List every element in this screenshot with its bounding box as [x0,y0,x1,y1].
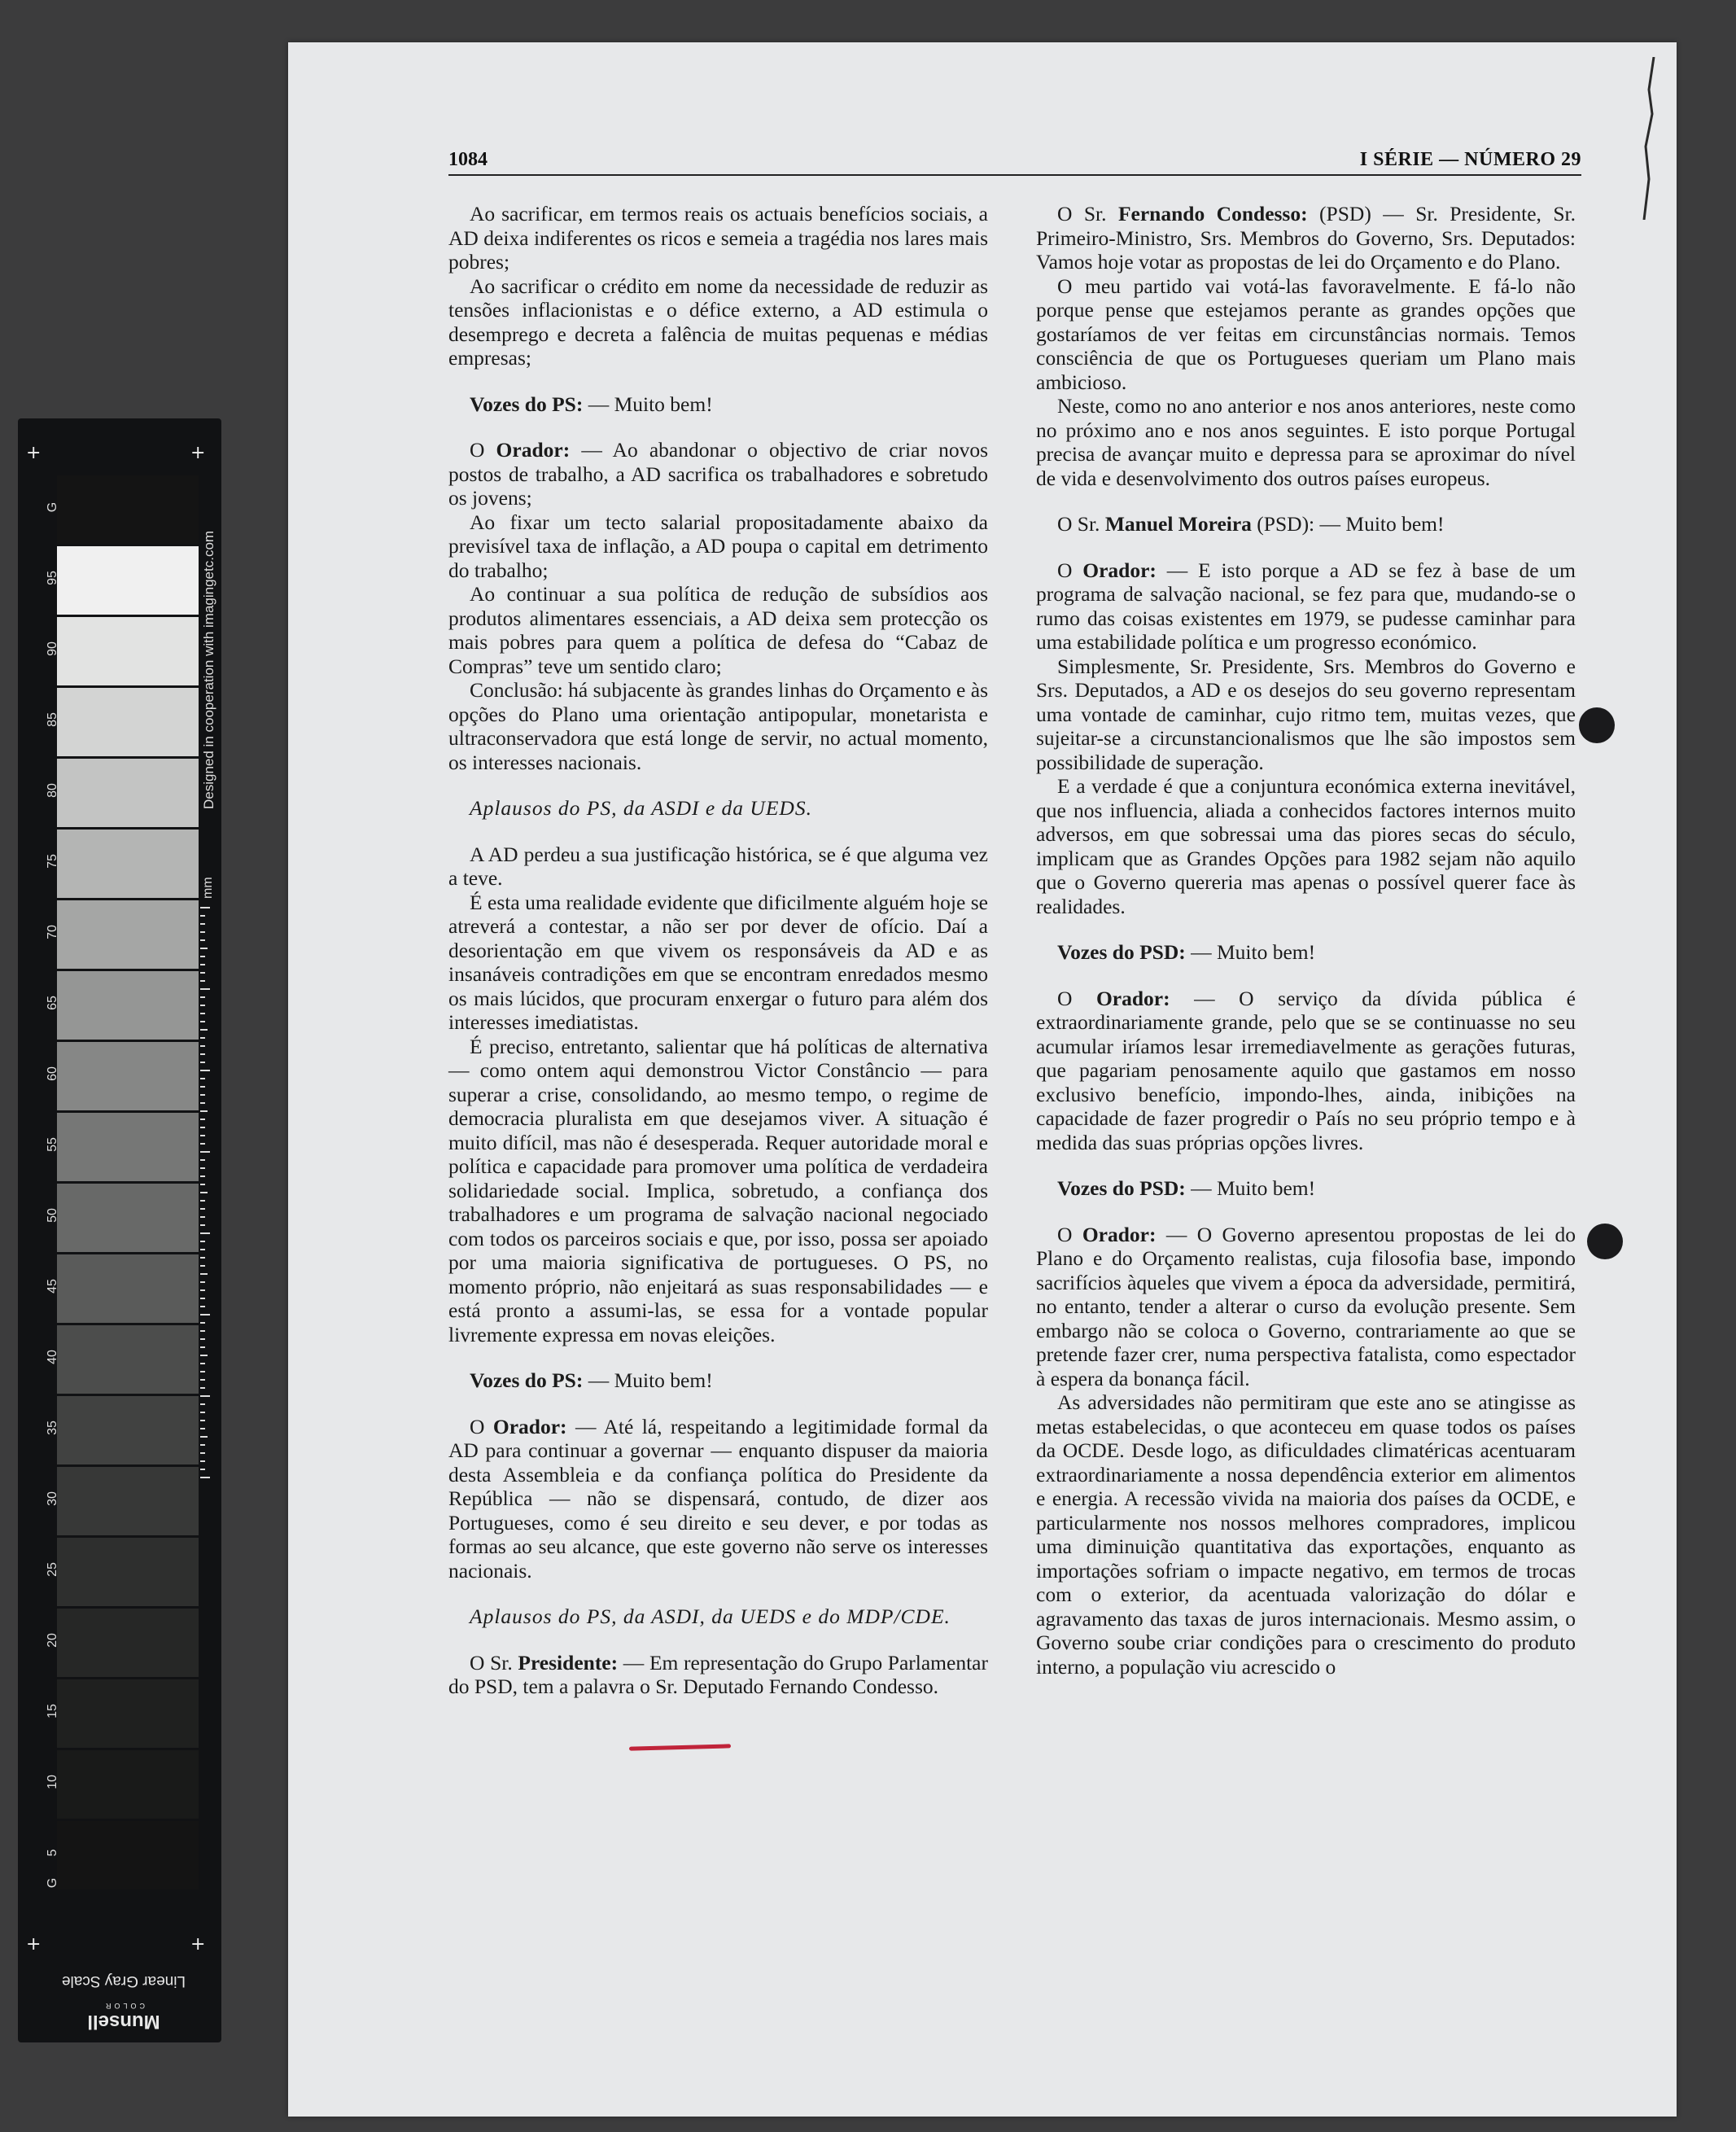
speaker-prefix: O [1057,558,1083,582]
speaker-paragraph [448,392,988,417]
ruler-tick [200,1412,205,1413]
ruler-tick [200,1469,205,1470]
gray-swatch [57,1325,199,1394]
ruler-tick [200,923,205,925]
scale-number: 85 [46,712,59,727]
scale-number: 45 [46,1279,59,1294]
ruler-tick [200,1200,205,1202]
body-paragraph: É preciso, entretanto, salientar que há políticas de alternativa — como ontem aqui demonstrou Victor Constâncio — para superar a crise, consolidando, ao mesmo tempo, o regime de democracia pluralista em que desejamos viver. A situação é muito difícil, mas não é desesperada. Requer autoridade moral e política e capacidade para promover uma política de verdadeira solidariedade social. Implica, sobretudo, a confiança dos trabalhadores e um programa de salvação nacional negociado com todos os parceiros sociais e que, por isso, possa ser apoiado por uma maioria significativa de portugueses. O PS, no momento próprio, não enjeitará as suas responsabilidades — e está pronto a assumi-las, se essa for a vontade popular livremente expressa em novas eleições. [448,1034,988,1346]
ruler-tick [200,964,205,965]
ruler-tick [200,1428,205,1429]
speech-text: — Muito bem! [1185,1176,1316,1200]
ruler-tick [200,1127,205,1128]
gray-scale-card [18,418,221,2042]
scale-number: 60 [46,1066,59,1081]
gray-swatch [57,1042,199,1110]
ruler-tick [200,1167,205,1169]
ruler-tick [200,988,210,990]
ruler-tick [200,1021,205,1022]
ruler-tick [200,948,208,949]
scale-number: 70 [46,925,59,939]
speech-text: — E isto porque a AD se fez à base de um programa de salvação nacional, se fez para que, mudando-se o rumo das coisas existentes em 1979, se pudesse caminhar para uma estabilidade política e um progresso económico. [1036,558,1576,654]
scale-number: 65 [46,996,59,1010]
speech-text: — Ao abandonar o objectivo de criar novos postos de trabalho, a AD sacrifica os trabalhadores e sobretudo os jovens; [448,438,988,510]
ruler-tick [200,1078,205,1079]
ruler-tick [200,1175,205,1177]
ruler-tick [200,1363,205,1364]
ruler-tick [200,1395,210,1397]
speaker-prefix: O [1057,986,1096,1010]
scale-number: 15 [46,1704,59,1718]
speaker-paragraph [1036,558,1576,654]
registration-plus-icon: + [26,1934,42,1955]
ruler-tick [200,1477,210,1478]
scale-number: 25 [46,1562,59,1577]
gray-swatch [57,1467,199,1535]
speaker-name: Vozes do PS: [470,1368,584,1392]
body-paragraph: As adversidades não permitiram que este ano se atingisse as metas estabelecidas, o que aconteceu em quase todos os países da OCDE. Desde logo, as dificuldades climatéricas acentuaram extraordinariamente a nossa dependência exterior em alimentos e energia. A recessão vivida na maioria dos países da OCDE, e particularmente nos nossos melhores compradores, implicou uma diminuição quantitativa das exportações, enquanto as importações sofriam o impacte negativo, em termos de trocas com o exterior, da acentuada valorização do dólar e agravamento das taxas de juros internacionais. Mesmo assim, o Governo soube criar condições para o crescimento do produto interno, a população viu acrescido o [1036,1390,1576,1679]
ruler-tick [200,1444,205,1446]
speaker-prefix: O [470,1414,493,1438]
ruler-tick [200,1029,208,1031]
ruler-tick [200,1387,205,1389]
ruler-tick [200,1005,205,1006]
speech-text: — O serviço da dívida pública é extraordinariamente grande, pelo que se se continuasse no seu acumular iríamos lesar irremediavelmente as gerações futuras, que pagariam penosamente aquilo que gastamos em nosso exclusivo benefício, impondo-lhes, ainda, inibições na capacidade de fazer progredir o País no seu próprio tempo e à medida das suas próprias opções livres. [1036,986,1576,1154]
scale-number: 80 [46,783,59,798]
gray-swatch [57,1113,199,1181]
brand-name: Munsell [87,2011,160,2033]
speaker-name: Vozes do PSD: [1057,1176,1186,1200]
registration-plus-icon: + [190,1934,206,1955]
speech-text: — Até lá, respeitando a legitimidade formal da AD para continuar a governar — enquanto dispuser da maioria desta Assembleia e da confiança política do Presidente da República — não se dispensará, contudo, de dizer aos Portugueses, como é seu direito e seu dever, e por todas as formas ao seu alcance, que este governo não serve os interesses nacionais. [448,1414,988,1583]
gray-swatch [57,1396,199,1464]
page-tear [1638,57,1662,220]
ruler-tick [200,1045,205,1047]
speaker-prefix: O Sr. [470,1650,518,1675]
registration-plus-icon: + [26,443,42,463]
ruler-tick [200,972,205,974]
speaker-paragraph [448,1368,988,1393]
gray-swatch [57,1254,199,1323]
speaker-paragraph [1036,1176,1576,1201]
speaker-paragraph [1036,202,1576,274]
ruler-tick [200,915,205,917]
speaker-prefix: O [470,438,496,462]
speech-text: (PSD): — Muito bem! [1251,512,1445,536]
ruler-tick [200,1346,205,1348]
scale-number: 10 [46,1775,59,1789]
gray-swatch [57,1679,199,1748]
speech-text: — Em representação do Grupo Parlamentar do PSD, tem a palavra o Sr. Deputado Fernando Condesso. [448,1650,988,1698]
speech-text: — O Governo apresentou propostas de lei do Plano e do Orçamento realistas, cuja filosofia base, impondo sacrifícios àqueles que vivem a época da adversidade, permitirá, no entanto, tender a alterar o curso da evolução presente. Sem embargo não se coloca o Governo, contrariamente ao que se pretende fazer crer, numa perspectiva fatalista, como espectador à espera da bonança fácil. [1036,1222,1576,1390]
speaker-paragraph [1036,1223,1576,1391]
ruler-tick [200,1436,208,1438]
card-credit: Designed in cooperation with imagingetc.com [201,530,216,809]
brand-sub: COLOR [103,2002,146,2010]
speech-text: — Muito bem! [583,392,713,416]
gray-swatch [57,830,199,898]
ruler-tick [200,1184,205,1185]
page-header [448,147,1581,176]
scale-number: 90 [46,641,59,656]
body-paragraph: Ao sacrificar o crédito em nome da necessidade de reduzir as tensões inflacionistas e o défice externo, a AD estimula o desemprego e decreta a falência de muitas pequenas e médias empresas; [448,274,988,370]
speaker-name: Orador: [496,438,571,462]
scale-number: 50 [46,1208,59,1223]
gray-swatch [57,688,199,756]
gray-swatch [57,759,199,827]
ruler-tick [200,1338,205,1340]
series-number: I SÉRIE — NÚMERO 29 [1359,149,1581,170]
body-paragraph: Ao sacrificar, em termos reais os actuais benefícios sociais, a AD deixa indiferentes os ricos e semeia a tragédia nos lares mais pobres; [448,202,988,274]
ruler-tick [200,1013,205,1014]
speaker-paragraph [1036,987,1576,1155]
ruler-tick [200,1289,205,1291]
ruler-tick [200,1257,205,1259]
body-paragraph: A AD perdeu a sua justificação histórica, se é que alguma vez a teve. [448,842,988,890]
speaker-name: Manuel Moreira [1104,512,1252,536]
ruler-tick [200,1403,205,1405]
ruler-tick [200,1159,205,1161]
body-paragraph: É esta uma realidade evidente que dificilmente alguém hoje se atreverá a contestar, a não ser por dever de ofício. Daí a desorientação em que vivem os responsáveis da AD e as insanáveis contradições em que se encontram enredados mesmo os mais lúcidos, que procuram enxergar o futuro para além dos interesses imediatistas. [448,890,988,1034]
ruler-tick [200,1037,205,1039]
mm-ruler [200,907,210,1485]
ruler-tick [200,1379,205,1381]
ruler-tick [200,1135,205,1136]
scale-number: 35 [46,1421,59,1435]
speaker-name: Vozes do PSD: [1057,940,1186,964]
right-column [1036,202,1576,1679]
ruler-tick [200,1298,205,1299]
ruler-tick [200,1371,205,1372]
gray-swatch [57,546,199,615]
ruler-tick [200,931,205,933]
scale-number: 75 [46,854,59,869]
ruler-tick [200,1306,205,1307]
ruler-unit: mm [201,877,215,899]
body-paragraph: Ao continuar a sua política de redução de subsídios aos produtos alimentares essenciais, a AD deixa sem protecção os mais pobres para quem a política de defesa do “Cabaz de Compras” teve um sentido claro; [448,582,988,678]
punch-hole-bottom [1587,1224,1623,1259]
scale-number: 40 [46,1350,59,1364]
ruler-tick [200,1314,210,1316]
speech-text: — Muito bem! [583,1368,713,1392]
speaker-name: Orador: [492,1414,567,1438]
munsell-logo [59,2002,189,2033]
speaker-name: Vozes do PS: [470,392,584,416]
gray-swatch [57,1184,199,1252]
ruler-tick [200,1086,205,1088]
applause-note: Aplausos do PS, da ASDI e da UEDS. [470,796,812,820]
speech-text: (PSD) — Sr. Presidente, Sr. Primeiro-Ministro, Srs. Membros do Governo, Srs. Deputados: Vamos hoje votar as propostas de lei do Orçamento e do Plano. [1036,202,1576,274]
ruler-tick [200,1062,205,1063]
body-paragraph: E a verdade é que a conjuntura económica externa inevitável, que nos influencia, aliada a conhecidos factores internos muito adversos, em que sobressai uma das piores secas do século, implicam que as Grandes Opções para 1982 sejam não aquilo que o Governo quereria mas apenas o possível querer face às realidades. [1036,774,1576,918]
ruler-tick [200,1102,205,1104]
speaker-prefix: O Sr. [1057,512,1105,536]
gray-swatch [57,1821,199,1889]
gray-swatch [57,1538,199,1606]
ruler-tick [200,1151,210,1153]
speaker-prefix: O Sr. [1057,202,1118,225]
ruler-tick [200,1224,205,1226]
speech-text: — Muito bem! [1185,940,1316,964]
body-paragraph: Ao fixar um tecto salarial propositadamente abaixo da previsível taxa de inflação, a AD poupa o capital em detrimento do trabalho; [448,510,988,582]
gray-swatch [57,1750,199,1819]
ruler-tick [200,956,205,957]
ruler-tick [200,1110,208,1112]
body-paragraph: O meu partido vai votá-las favoravelmente. E fá-lo não porque pense que estejamos perante as grandes opções que gostaríamos de ver feitas em circunstâncias normais. Temos consciência de que os Portugueses queriam um Plano mais ambicioso. [1036,274,1576,394]
ruler-tick [200,1460,205,1462]
registration-plus-icon: + [190,443,206,463]
ruler-tick [200,1192,208,1193]
ruler-tick [200,1094,205,1096]
ruler-tick [200,1232,210,1234]
scale-number: 30 [46,1491,59,1506]
ruler-tick [200,1355,208,1356]
ruler-tick [200,996,205,998]
gray-swatch [57,617,199,685]
speaker-paragraph [1036,940,1576,965]
gray-swatch [57,1609,199,1677]
speaker-paragraph [1036,512,1576,536]
ruler-tick [200,1070,210,1071]
ruler-tick [200,939,205,941]
ruler-tick [200,1208,205,1210]
scale-number: 55 [46,1137,59,1152]
ruler-tick [200,1452,205,1454]
gray-swatch [57,971,199,1040]
gray-swatch [57,900,199,969]
ruler-tick [200,1273,208,1275]
ruler-tick [200,1281,205,1283]
page-number: 1084 [448,149,488,170]
left-column [448,202,988,1699]
ruler-tick [200,1330,205,1332]
ruler-tick [200,1322,205,1324]
body-paragraph: Simplesmente, Sr. Presidente, Srs. Membros do Governo e Srs. Deputados, a AD e os desejos do seu governo representam uma vontade de caminhar, cujo ritmo tem, muitas vezes, que sujeitar-se a circunstancionalismos que lhe são impostos sem possibilidade de superação. [1036,654,1576,774]
scale-name: Linear Gray Scale [61,1972,186,1990]
ruler-tick [200,1420,205,1421]
ruler-tick [200,1241,205,1242]
scale-number: 95 [46,571,59,585]
speaker-name: Orador: [1095,986,1170,1010]
applause-note: Aplausos do PS, da ASDI, da UEDS e do MDP/CDE. [470,1604,951,1628]
ruler-tick [200,980,205,982]
speaker-paragraph [448,1651,988,1699]
speaker-prefix: O [1057,1222,1082,1246]
speaker-name: Presidente: [518,1650,619,1675]
gray-swatch [57,475,199,544]
ruler-tick [200,1265,205,1267]
scale-label-top: G [46,501,59,513]
ruler-tick [200,907,210,908]
ruler-tick [200,1053,205,1055]
body-paragraph: Conclusão: há subjacente às grandes linhas do Orçamento e às opções do Plano uma orientação antipopular, monetarista e ultraconservadora que está longe de servir, no actual momento, os interesses nacionais. [448,678,988,774]
speaker-paragraph [448,1415,988,1583]
scale-label-bottom: G [46,1877,59,1889]
speaker-name: Orador: [1082,558,1157,582]
body-paragraph: Neste, como no ano anterior e nos anos anteriores, neste como no próximo ano e nos anos seguintes. E isto porque Portugal precisa de avançar muito e depressa para se aproximar do nível de vida e desenvolvimento dos outros países europeus. [1036,394,1576,490]
ruler-tick [200,1143,205,1145]
speaker-paragraph [448,438,988,510]
scale-number: 20 [46,1633,59,1648]
ruler-tick [200,1119,205,1120]
punch-hole-top [1579,707,1615,743]
speaker-name: Orador: [1082,1222,1157,1246]
ruler-tick [200,1216,205,1218]
scale-number: 5 [46,1849,59,1857]
ruler-tick [200,1249,205,1250]
speaker-name: Fernando Condesso: [1117,202,1308,225]
